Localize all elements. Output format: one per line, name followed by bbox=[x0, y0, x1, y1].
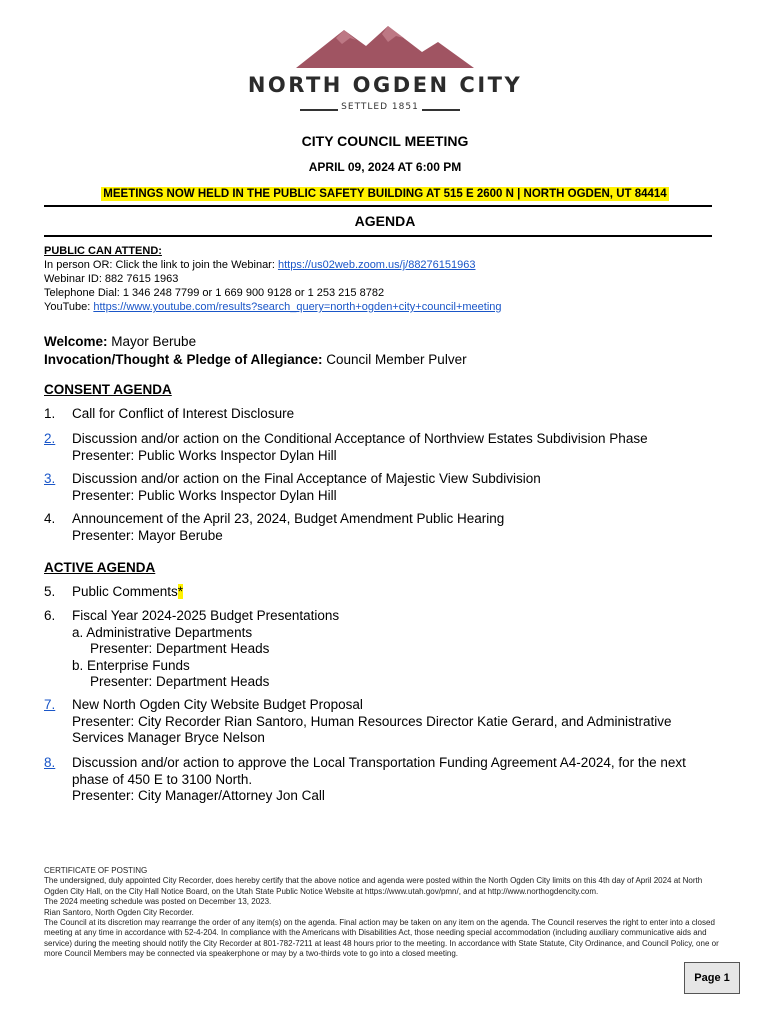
item-number-link[interactable]: 3. bbox=[44, 471, 56, 486]
item-presenter-cont: Services Manager Bryce Nelson bbox=[72, 730, 265, 745]
divider bbox=[44, 235, 712, 237]
logo-city-name: NORTH OGDEN CITY bbox=[247, 73, 523, 97]
cert-heading: CERTIFICATE OF POSTING bbox=[44, 866, 148, 875]
divider bbox=[422, 109, 460, 111]
item-text: New North Ogden City Website Budget Proposal bbox=[72, 697, 363, 712]
invocation-label: Invocation/Thought & Pledge of Allegiance: bbox=[44, 352, 323, 367]
item-presenter: Presenter: Public Works Inspector Dylan Hill bbox=[72, 447, 337, 463]
location-notice-row bbox=[0, 184, 770, 202]
item-presenter: Presenter: Mayor Berube bbox=[72, 527, 223, 543]
item-number-link[interactable]: 2. bbox=[44, 431, 56, 446]
city-logo bbox=[0, 0, 770, 120]
item-text: Public Comments bbox=[72, 584, 178, 599]
cert-signature: Rian Santoro, North Ogden City Recorder. bbox=[44, 907, 194, 917]
youtube-link[interactable]: https://www.youtube.com/results?search_query=north+ogden+city+council+meeting bbox=[93, 301, 502, 313]
item-number: 1. bbox=[44, 406, 56, 421]
item-presenter: Presenter: City Manager/Attorney Jon Call bbox=[72, 788, 325, 803]
agenda-heading: AGENDA bbox=[354, 213, 416, 229]
sub-item-a: a. Administrative Departments bbox=[72, 624, 253, 640]
item-text: Discussion and/or action on the Final Acceptance of Majestic View Subdivision bbox=[72, 471, 541, 486]
certificate-of-posting bbox=[44, 866, 724, 960]
item-number-link[interactable]: 8. bbox=[44, 755, 56, 770]
public-comments-mark: * bbox=[177, 584, 184, 599]
invocation-value: Council Member Pulver bbox=[322, 352, 467, 367]
sub-item-a-presenter: Presenter: Department Heads bbox=[90, 641, 270, 656]
cert-schedule: The 2024 meeting schedule was posted on December 13, 2023. bbox=[44, 897, 272, 907]
telephone-dial: Telephone Dial: 1 346 248 7799 or 1 669 900 9128 or 1 253 215 8782 bbox=[44, 287, 385, 299]
cert-disclaimer: The Council at its discretion may rearrange the order of any item(s) on the agenda. Final action may be taken on any item on the agenda. The Council reserves the right to enter into a closed meeting at any time in accordance with 52-4-204. In compliance with the Americans with Disabilities Act, those needing special accommodation (including auxiliary communicative aids and service) during the meeting should notify the City Recorder at 801-782-7211 at least 48 hours prior to the meeting. In accordance with State Statute, City Ordinance, and Council Policy, one or more Council Members may be connected via speakerphone or may by a two-thirds vote to go into a closed meeting. bbox=[44, 918, 719, 959]
item-text: Fiscal Year 2024-2025 Budget Presentations bbox=[72, 608, 340, 623]
item-presenter: Presenter: Public Works Inspector Dylan Hill bbox=[72, 487, 337, 503]
webinar-link[interactable]: https://us02web.zoom.us/j/88276151963 bbox=[277, 259, 476, 271]
item-text: Discussion and/or action on the Conditional Acceptance of Northview Estates Subdivision Phase bbox=[72, 431, 648, 446]
item-presenter: Presenter: City Recorder Rian Santoro, Human Resources Director Katie Gerard, and Administrative bbox=[72, 713, 672, 729]
item-number: 6. bbox=[44, 608, 56, 623]
settled-text: SETTLED 1851 bbox=[341, 102, 419, 112]
attendance-info bbox=[44, 244, 502, 314]
location-notice: MEETINGS NOW HELD IN THE PUBLIC SAFETY BUILDING AT 515 E 2600 N | NORTH OGDEN, UT 84414 bbox=[103, 188, 667, 200]
consent-agenda-heading: CONSENT AGENDA bbox=[44, 382, 172, 397]
mountains-icon bbox=[296, 24, 474, 68]
meeting-title: CITY COUNCIL MEETING bbox=[301, 133, 469, 149]
welcome-label: Welcome: bbox=[44, 334, 108, 349]
welcome-block bbox=[44, 333, 467, 369]
webinar-id: Webinar ID: 882 7615 1963 bbox=[44, 273, 179, 285]
item-text-cont: phase of 450 E to 3100 North. bbox=[72, 771, 253, 787]
attend-line1: In person OR: Click the link to join the Webinar: bbox=[44, 259, 278, 271]
divider bbox=[44, 205, 712, 207]
cert-paragraph: The undersigned, duly appointed City Recorder, does hereby certify that the above notice and agenda were posted within the North Ogden City limits on this 4th day of April 2024 at North Ogden City Hall, on the City Hall Notice Board, on the Utah State Public Notice Website at https://www.utah.gov/pmn/, and at http://www.northogdencity.com. bbox=[44, 876, 703, 896]
meeting-date: APRIL 09, 2024 AT 6:00 PM bbox=[308, 160, 462, 174]
item-number: 5. bbox=[44, 584, 56, 599]
item-text: Discussion and/or action to approve the Local Transportation Funding Agreement A4-2024, for the next bbox=[72, 755, 686, 770]
youtube-prefix: YouTube: bbox=[44, 301, 94, 313]
active-agenda-heading: ACTIVE AGENDA bbox=[44, 560, 156, 575]
item-number: 4. bbox=[44, 511, 56, 526]
page-number: Page 1 bbox=[684, 962, 740, 994]
item-text: Call for Conflict of Interest Disclosure bbox=[72, 406, 295, 421]
item-number-link[interactable]: 7. bbox=[44, 697, 56, 712]
sub-item-b-presenter: Presenter: Department Heads bbox=[90, 674, 270, 689]
logo-settled bbox=[300, 102, 460, 116]
welcome-value: Mayor Berube bbox=[107, 334, 197, 349]
attend-label: PUBLIC CAN ATTEND: bbox=[44, 245, 162, 257]
sub-item-b: b. Enterprise Funds bbox=[72, 657, 190, 673]
item-text: Announcement of the April 23, 2024, Budget Amendment Public Hearing bbox=[72, 511, 505, 526]
